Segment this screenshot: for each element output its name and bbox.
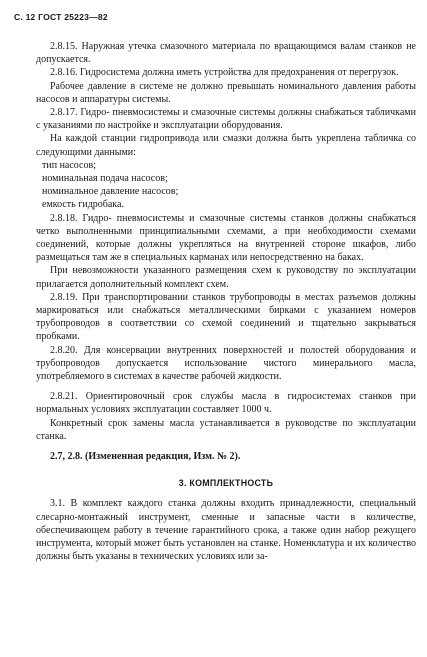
- paragraph-3-1: 3.1. В комплект каждого станка должны входить принадлежности, специальный слесарно-монтажный инструмент, сменные и запасные части в количестве, обеспечивающем работу в течение гарантийного срока, а также один набор режущего инструмента, который может быть установлен на станке. Номенклатура и их количество должны быть указаны в технических условиях или за-: [36, 498, 416, 563]
- plate-item-pump-flow: номинальная подача насосов;: [42, 173, 168, 185]
- page-header: С. 12 ГОСТ 25223—82: [14, 12, 108, 22]
- paragraph-2-8-19: 2.8.19. При транспортировании станков трубопроводы в местах разъемов должны маркироваться или снабжаться металлическими бирками с указанием номеров трубопроводов в соответствии со схемой соединений и тщательно закрываться пробками.: [36, 291, 416, 343]
- plate-item-pump-pressure: номинальное давление насосов;: [42, 186, 179, 198]
- paragraph-2-8-21: 2.8.21. Ориентировочный срок службы масла в гидросистемах станков при нормальных условиях эксплуатации составляет 1000 ч.: [36, 391, 416, 416]
- paragraph-plate-data: На каждой станции гидропривода или смазки должна быть укреплена табличка со следующими данными:: [36, 133, 416, 158]
- plate-item-tank-capacity: емкость гидробака.: [42, 199, 124, 211]
- paragraph-working-pressure: Рабочее давление в системе не должно превышать номинального давления работы насосов и аппаратуры системы.: [36, 80, 416, 105]
- spacer: [36, 463, 416, 470]
- spacer: [36, 443, 416, 450]
- spacer: [36, 470, 416, 477]
- paragraph-2-8-17: 2.8.17. Гидро- пневмосистемы и смазочные системы должны снабжаться табличками с указаниями по настройке и эксплуатации оборудования.: [36, 107, 416, 132]
- plate-item-pump-type: тип насосов;: [42, 159, 96, 171]
- paragraph-2-8-18: 2.8.18. Гидро- пневмосистемы и смазочные системы станков должны снабжаться четко выполненными принципиальными схемами, а при необходимости схемами соединений, которые должны укрепляться на внутренней стороне шкафов, либо размещаться там же в специальных карманах или непосредственно на баках.: [36, 212, 416, 264]
- section-title: 3. КОМПЛЕКТНОСТЬ: [178, 478, 274, 489]
- paragraph-schemes-kit: При невозможности указанного размещения схем к руководству по эксплуатации прилагается дополнительный комплект схем.: [36, 265, 416, 290]
- paragraph-2-8-20: 2.8.20. Для консервации внутренних поверхностей и полостей оборудования и трубопроводов допускается использование чистого минерального масла, употребляемого в системах в качестве рабочей жидкости.: [36, 344, 416, 383]
- paragraph-2-8-15: 2.8.15. Наружная утечка смазочного материала по вращающимся валам станков не допускается.: [36, 41, 416, 66]
- paragraph-2-8-16: 2.8.16. Гидросистема должна иметь устройства для предохранения от перегрузок.: [50, 67, 399, 79]
- spacer: [36, 383, 416, 390]
- paragraph-oil-replacement: Конкретный срок замены масла устанавливается в руководстве по эксплуатации станка.: [36, 417, 416, 442]
- editorial-note: 2.7, 2.8. (Измененная редакция, Изм. № 2).: [50, 451, 241, 463]
- body-text: [36, 40, 416, 563]
- spacer: [36, 490, 416, 497]
